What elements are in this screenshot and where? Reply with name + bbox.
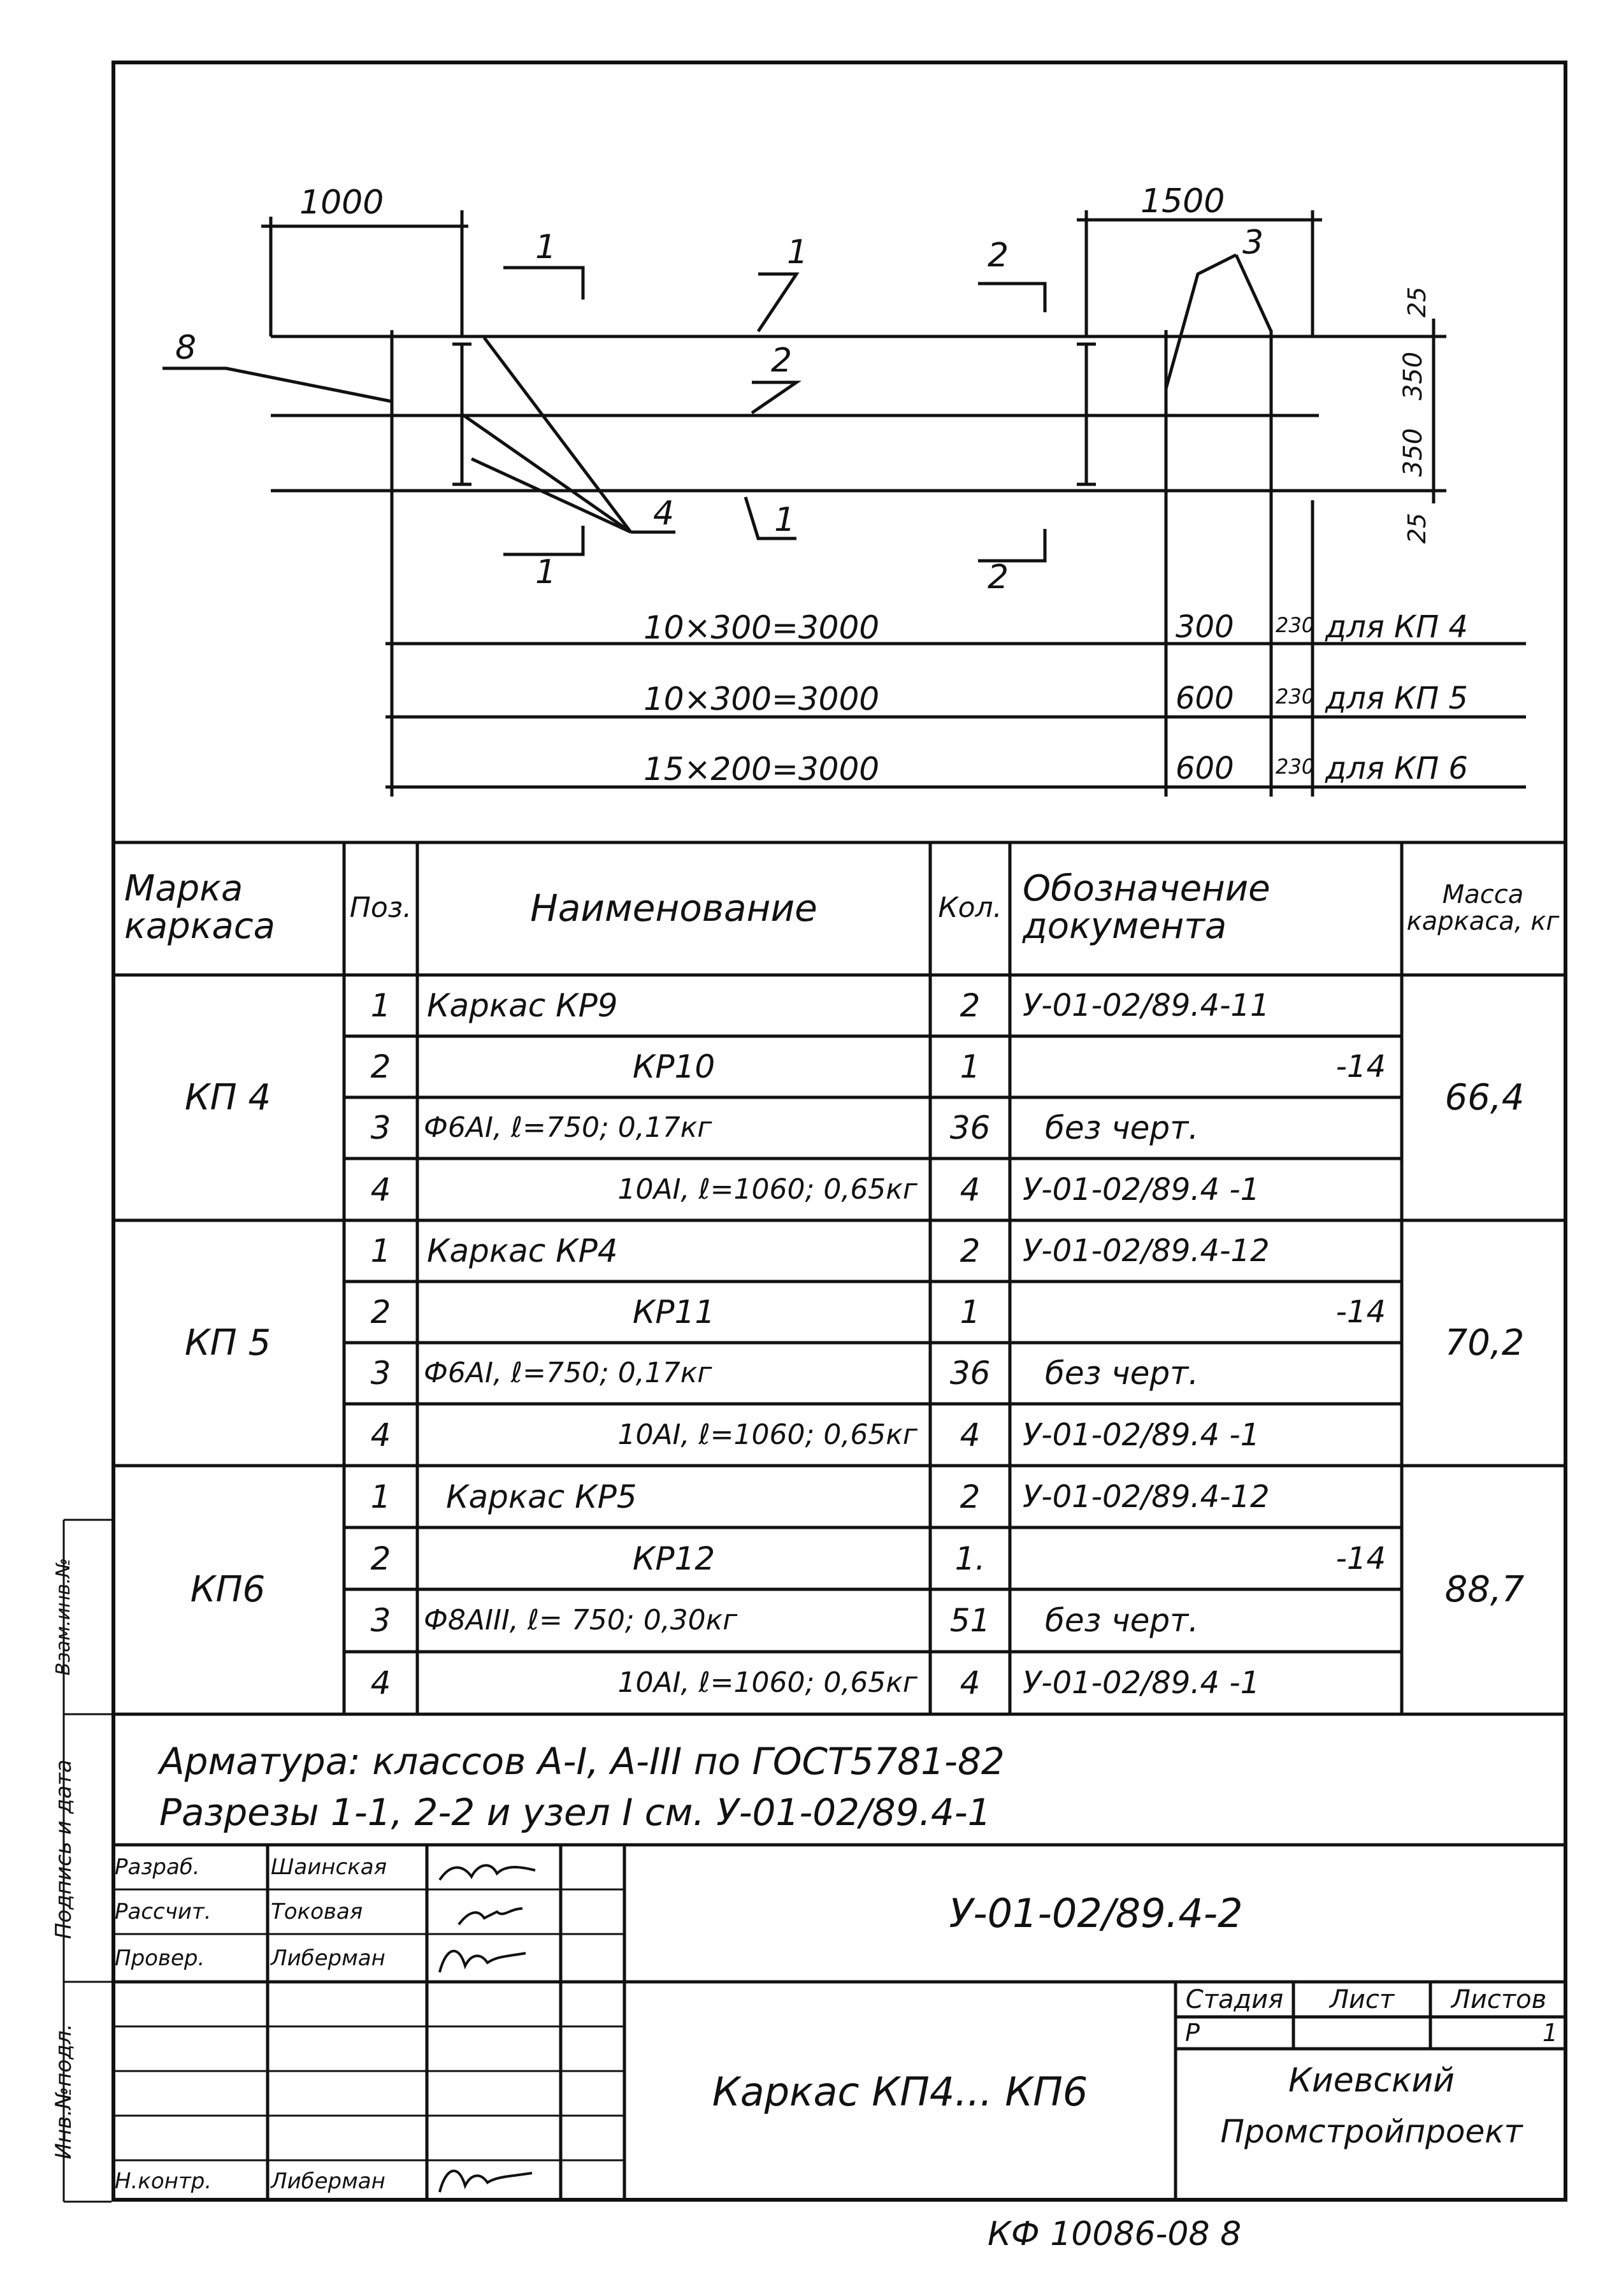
section-1-bottom: 1 [535, 553, 557, 591]
stage-label: Стадия [1185, 1984, 1284, 2014]
group-mass: 66,4 [1444, 1076, 1525, 1118]
section-1-top: 1 [535, 228, 557, 266]
row-doc: -14 [1335, 1294, 1386, 1330]
row-doc: -14 [1335, 1049, 1386, 1085]
row-qty: 4 [960, 1664, 981, 1701]
row-pos: 1 [370, 987, 391, 1024]
section-2-top: 2 [988, 236, 1009, 275]
header-doc: Обозначение документа [1023, 868, 1270, 947]
row-doc: У-01-02/89.4-12 [1023, 1233, 1270, 1269]
row-qty: 2 [960, 1478, 981, 1515]
note-sections: Разрезы 1-1, 2-2 и узел I см. У-01-02/89.4-1 [159, 1791, 991, 1834]
vdim-25-bottom: 25 [1403, 512, 1432, 544]
sheet-label: Лист [1329, 1984, 1395, 2014]
dim-row-b: 230 [1276, 684, 1315, 709]
name-norm-control: Либерман [271, 2168, 385, 2194]
row-pos: 1 [370, 1478, 391, 1515]
leader-8: 8 [175, 329, 197, 367]
row-qty: 2 [960, 987, 981, 1024]
row-doc: без черт. [1045, 1602, 1199, 1639]
note-reinforcement: Арматура: классов А-I, А-III по ГОСТ5781-82 [159, 1740, 1005, 1783]
row-pos: 4 [370, 1171, 391, 1208]
row-qty: 1 [960, 1294, 981, 1331]
dim-row-a: 600 [1176, 751, 1234, 786]
row-name: Ф8АIII, ℓ= 750; 0,30кг [424, 1604, 738, 1636]
header-mark: Марка каркаса [124, 868, 275, 947]
row-pos: 3 [370, 1355, 391, 1392]
row-doc: -14 [1335, 1540, 1386, 1577]
org-name-line2: Промстройпроект [1220, 2113, 1523, 2150]
row-pos: 4 [370, 1664, 391, 1701]
dim-row-note: для КП 5 [1325, 681, 1468, 716]
footer-archive-number: КФ 10086-08 8 [988, 2215, 1242, 2253]
row-qty: 1. [954, 1540, 986, 1577]
sheets-value: 1 [1542, 2019, 1558, 2047]
dim-row-span: 10×300=3000 [644, 681, 880, 718]
row-pos: 2 [370, 1294, 391, 1331]
row-qty: 51 [949, 1602, 991, 1639]
name-developer: Шаинская [271, 1854, 387, 1880]
role-norm-control: Н.контр. [115, 2168, 212, 2194]
group-mass: 70,2 [1444, 1322, 1525, 1364]
row-doc: без черт. [1045, 1355, 1199, 1392]
row-name: Ф6АI, ℓ=750; 0,17кг [424, 1357, 712, 1389]
leader-3: 3 [1242, 224, 1264, 262]
side-replace-inv: Взам.инв.№ [52, 1557, 75, 1676]
role-developer: Разраб. [115, 1854, 200, 1880]
side-signature-date: Подпись и дата [51, 1759, 76, 1939]
dim-row-span: 10×300=3000 [644, 609, 880, 646]
leader-4: 4 [653, 495, 675, 533]
dim-row-note: для КП 6 [1325, 751, 1468, 786]
dim-top-left: 1000 [299, 184, 384, 222]
row-doc: без черт. [1045, 1109, 1199, 1146]
row-doc: У-01-02/89.4 -1 [1023, 1665, 1260, 1701]
header-qty: Кол. [938, 892, 1002, 924]
leader-2: 2 [771, 342, 793, 380]
header-mass: Масса каркаса, кг [1406, 880, 1560, 936]
name-calculator: Токовая [271, 1899, 363, 1924]
row-name: Ф6АI, ℓ=750; 0,17кг [424, 1111, 712, 1144]
row-qty: 4 [960, 1416, 981, 1454]
dim-row-a: 300 [1176, 609, 1234, 645]
dim-row-note: для КП 4 [1325, 609, 1468, 645]
row-name: Каркас КР9 [427, 987, 618, 1024]
sheets-label: Листов [1451, 1984, 1547, 2014]
leader-1-bottom: 1 [774, 501, 796, 539]
row-name: 10АI, ℓ=1060; 0,65кг [617, 1666, 917, 1699]
leader-1-top: 1 [787, 233, 809, 271]
row-doc: У-01-02/89.4 -1 [1023, 1171, 1260, 1208]
section-2-bottom: 2 [988, 558, 1009, 596]
group-mark: КП 5 [184, 1322, 271, 1364]
row-name: КР12 [632, 1540, 716, 1577]
group-mass: 88,7 [1444, 1569, 1525, 1610]
name-checker: Либерман [271, 1945, 385, 1971]
row-pos: 1 [370, 1232, 391, 1269]
document-code: У-01-02/89.4-2 [949, 1889, 1243, 1937]
row-qty: 1 [960, 1048, 981, 1085]
row-doc: У-01-02/89.4 -1 [1023, 1417, 1260, 1453]
row-name: 10АI, ℓ=1060; 0,65кг [617, 1418, 917, 1451]
header-pos: Поз. [349, 892, 412, 924]
row-qty: 4 [960, 1171, 981, 1208]
row-name: Каркас КР5 [446, 1478, 637, 1515]
dim-row-b: 230 [1276, 613, 1315, 637]
role-calculator: Рассчит. [115, 1899, 212, 1924]
vdim-350-a: 350 [1399, 351, 1428, 401]
side-inv-orig: Инв.№подл. [51, 2023, 76, 2160]
row-doc: У-01-02/89.4-11 [1023, 988, 1270, 1023]
row-qty: 36 [949, 1109, 991, 1146]
document-title: Каркас КП4... КП6 [712, 2068, 1088, 2115]
row-pos: 4 [370, 1416, 391, 1454]
vdim-350-b: 350 [1399, 428, 1428, 477]
row-name: КР10 [632, 1048, 716, 1085]
stage-value: Р [1185, 2019, 1200, 2047]
dim-top-right: 1500 [1140, 182, 1225, 220]
row-pos: 3 [370, 1109, 391, 1146]
row-qty: 2 [960, 1232, 981, 1269]
header-name: Наименование [530, 886, 817, 930]
row-pos: 3 [370, 1602, 391, 1639]
row-name: КР11 [632, 1294, 716, 1331]
group-mark: КП6 [190, 1569, 266, 1610]
group-mark: КП 4 [184, 1076, 271, 1118]
row-qty: 36 [949, 1355, 991, 1392]
row-pos: 2 [370, 1540, 391, 1577]
dim-row-a: 600 [1176, 681, 1234, 716]
row-pos: 2 [370, 1048, 391, 1085]
dim-row-span: 15×200=3000 [644, 751, 880, 788]
role-checker: Провер. [115, 1945, 205, 1971]
row-name: Каркас КР4 [427, 1232, 618, 1269]
row-name: 10АI, ℓ=1060; 0,65кг [617, 1173, 917, 1206]
org-name-line1: Киевский [1288, 2061, 1455, 2100]
dim-row-b: 230 [1276, 755, 1315, 779]
row-doc: У-01-02/89.4-12 [1023, 1478, 1270, 1515]
vdim-25-top: 25 [1403, 286, 1432, 318]
